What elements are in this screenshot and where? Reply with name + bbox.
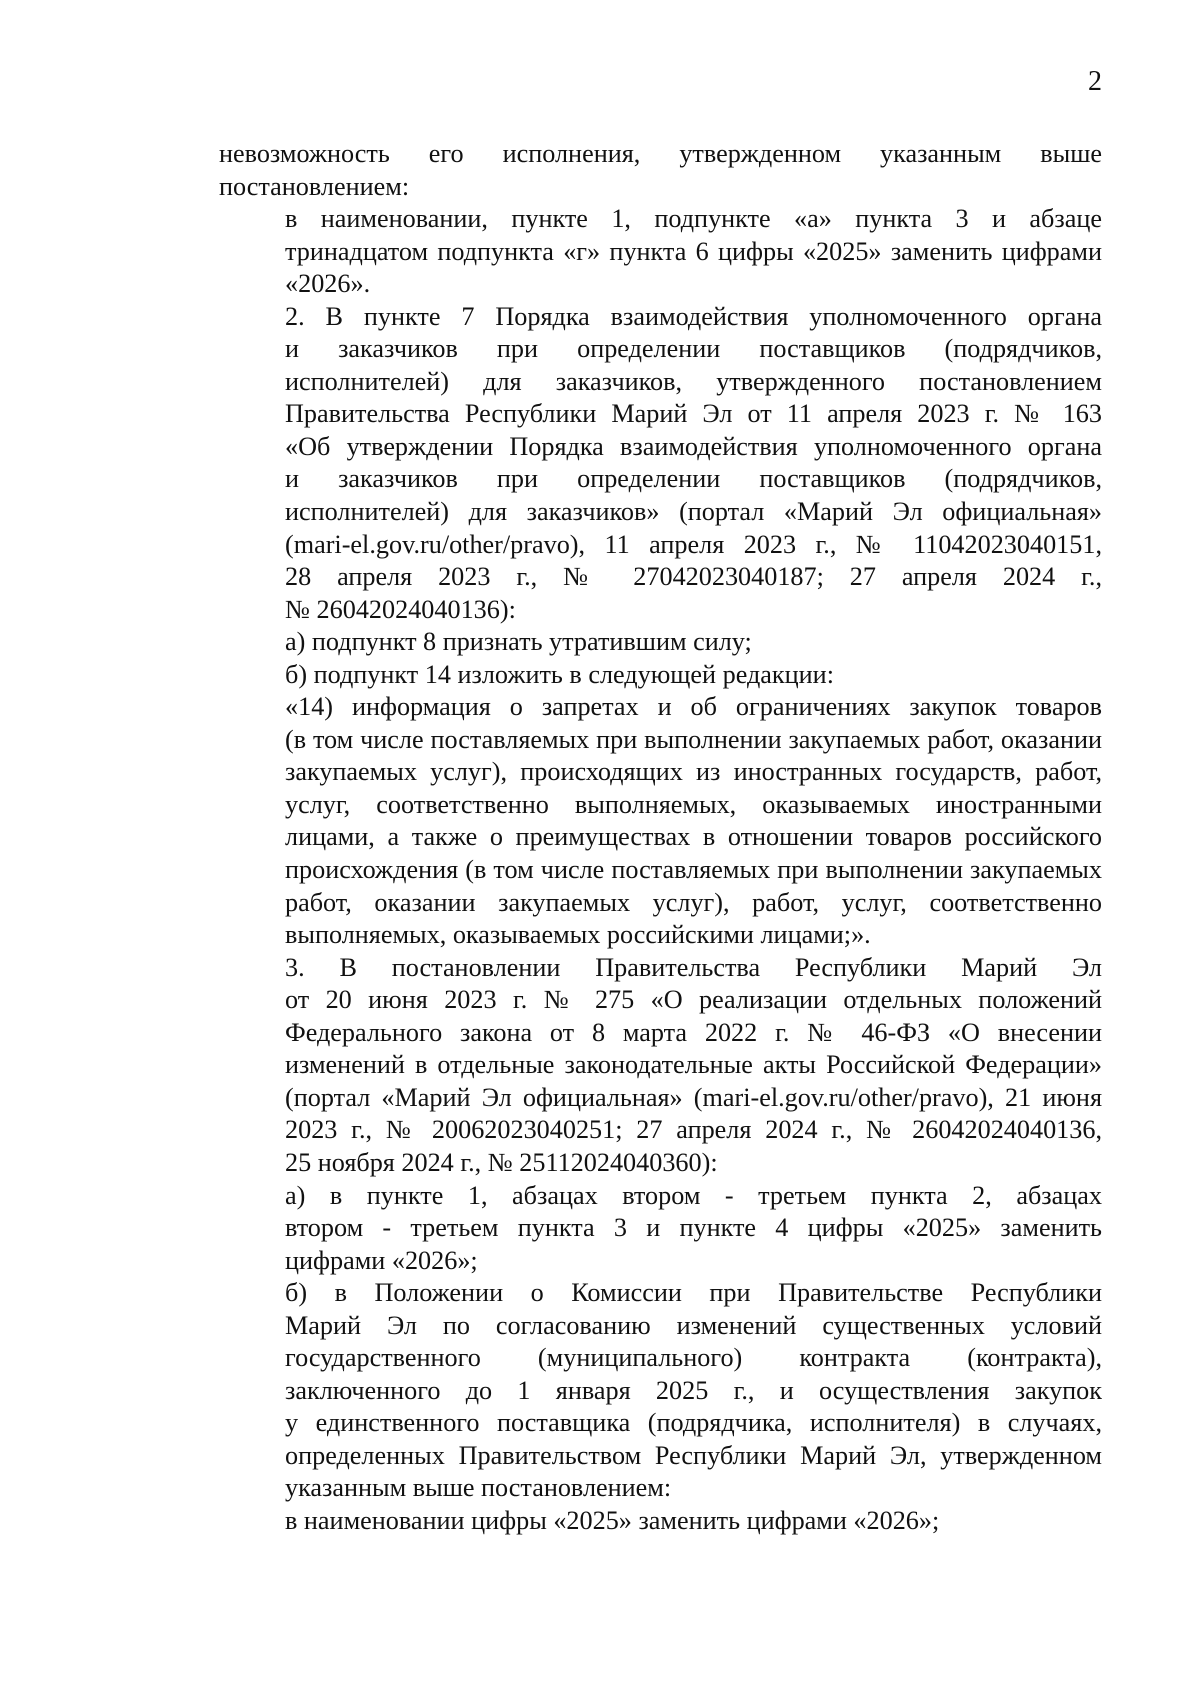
text-line: Правительства Республики Марий Эл от 11 апреля 2023 г. № 163: [285, 399, 1102, 429]
text-line: услуг, соответственно выполняемых, оказываемых иностранными: [285, 789, 1102, 819]
text-line: втором - третьем пункта 3 и пункте 4 цифры «2025» заменить: [285, 1213, 1102, 1243]
text-line: «Об утверждении Порядка взаимодействия уполномоченного органа: [285, 431, 1102, 461]
text-line: невозможность его исполнения, утвержденном указанным выше: [219, 139, 1102, 168]
text-line: а) подпункт 8 признать утратившим силу;: [285, 627, 752, 657]
text-line: «2026».: [285, 269, 371, 299]
paragraph: [219, 203, 1102, 301]
text-line: Марий Эл по согласованию изменений существенных условий: [285, 1310, 1102, 1340]
text-line: б) в Положении о Комиссии при Правительстве Республики: [285, 1278, 1102, 1308]
text-line: заключенного до 1 января 2025 г., и осуществления закупок: [285, 1375, 1102, 1405]
text-line: в наименовании цифры «2025» заменить цифрами «2026»;: [285, 1505, 940, 1535]
text-line: постановлением:: [219, 171, 410, 201]
paragraph: [219, 659, 1102, 692]
text-line: определенных Правительством Республики Марий Эл, утвержденном: [285, 1440, 1102, 1470]
text-line: 28 апреля 2023 г., № 27042023040187; 27 апреля 2024 г.,: [285, 562, 1102, 592]
page-number: 2: [1088, 66, 1102, 97]
paragraph: [219, 1505, 1102, 1538]
text-line: «14) информация о запретах и об ограничениях закупок товаров: [285, 692, 1102, 722]
paragraph: [219, 691, 1102, 951]
text-line: в наименовании, пункте 1, подпункте «а» пункта 3 и абзаце: [285, 204, 1102, 234]
text-line: Федерального закона от 8 марта 2022 г. № 46-ФЗ «О внесении: [285, 1017, 1102, 1047]
text-line: исполнителей) для заказчиков, утвержденного постановлением: [285, 366, 1102, 396]
text-line: и заказчиков при определении поставщиков (подрядчиков,: [285, 334, 1102, 364]
text-line: (портал «Марий Эл официальная» (mari-el.gov.ru/other/pravo), 21 июня: [285, 1082, 1102, 1112]
paragraph: [219, 952, 1102, 1180]
paragraph: [219, 1277, 1102, 1505]
document-body: [219, 138, 1102, 1538]
text-line: закупаемых услуг), происходящих из иностранных государств, работ,: [285, 757, 1102, 787]
text-line: цифрами «2026»;: [285, 1245, 478, 1275]
text-line: а) в пункте 1, абзацах втором - третьем пункта 2, абзацах: [285, 1180, 1102, 1210]
text-line: происхождения (в том числе поставляемых при выполнении закупаемых: [285, 855, 1102, 885]
text-line: работ, оказании закупаемых услуг), работ, услуг, соответственно: [285, 887, 1102, 917]
paragraph: [219, 626, 1102, 659]
text-line: (в том числе поставляемых при выполнении закупаемых работ, оказании: [285, 724, 1102, 754]
text-line: исполнителей) для заказчиков» (портал «Марий Эл официальная»: [285, 497, 1102, 527]
text-line: и заказчиков при определении поставщиков (подрядчиков,: [285, 464, 1102, 494]
text-line: (mari-el.gov.ru/other/pravo), 11 апреля 2023 г., № 11042023040151,: [285, 529, 1102, 559]
text-line: изменений в отдельные законодательные акты Российской Федерации»: [285, 1050, 1102, 1080]
text-line: 3. В постановлении Правительства Республики Марий Эл: [285, 952, 1102, 982]
paragraph: [219, 1180, 1102, 1278]
text-line: тринадцатом подпункта «г» пункта 6 цифры «2025» заменить цифрами: [285, 236, 1102, 266]
text-line: 2. В пункте 7 Порядка взаимодействия уполномоченного органа: [285, 301, 1102, 331]
text-line: лицами, а также о преимуществах в отношении товаров российского: [285, 822, 1102, 852]
paragraph: [219, 301, 1102, 626]
text-line: государственного (муниципального) контракта (контракта),: [285, 1343, 1102, 1373]
text-line: от 20 июня 2023 г. № 275 «О реализации отдельных положений: [285, 985, 1102, 1015]
text-line: 25 ноября 2024 г., № 25112024040360):: [285, 1147, 718, 1177]
text-line: выполняемых, оказываемых российскими лицами;».: [285, 920, 871, 950]
paragraph: [219, 138, 1102, 203]
text-line: указанным выше постановлением:: [285, 1473, 672, 1503]
text-line: у единственного поставщика (подрядчика, исполнителя) в случаях,: [285, 1408, 1102, 1438]
text-line: б) подпункт 14 изложить в следующей редакции:: [285, 659, 834, 689]
text-line: 2023 г., № 20062023040251; 27 апреля 2024 г., № 26042024040136,: [285, 1115, 1102, 1145]
text-line: № 26042024040136):: [285, 594, 516, 624]
